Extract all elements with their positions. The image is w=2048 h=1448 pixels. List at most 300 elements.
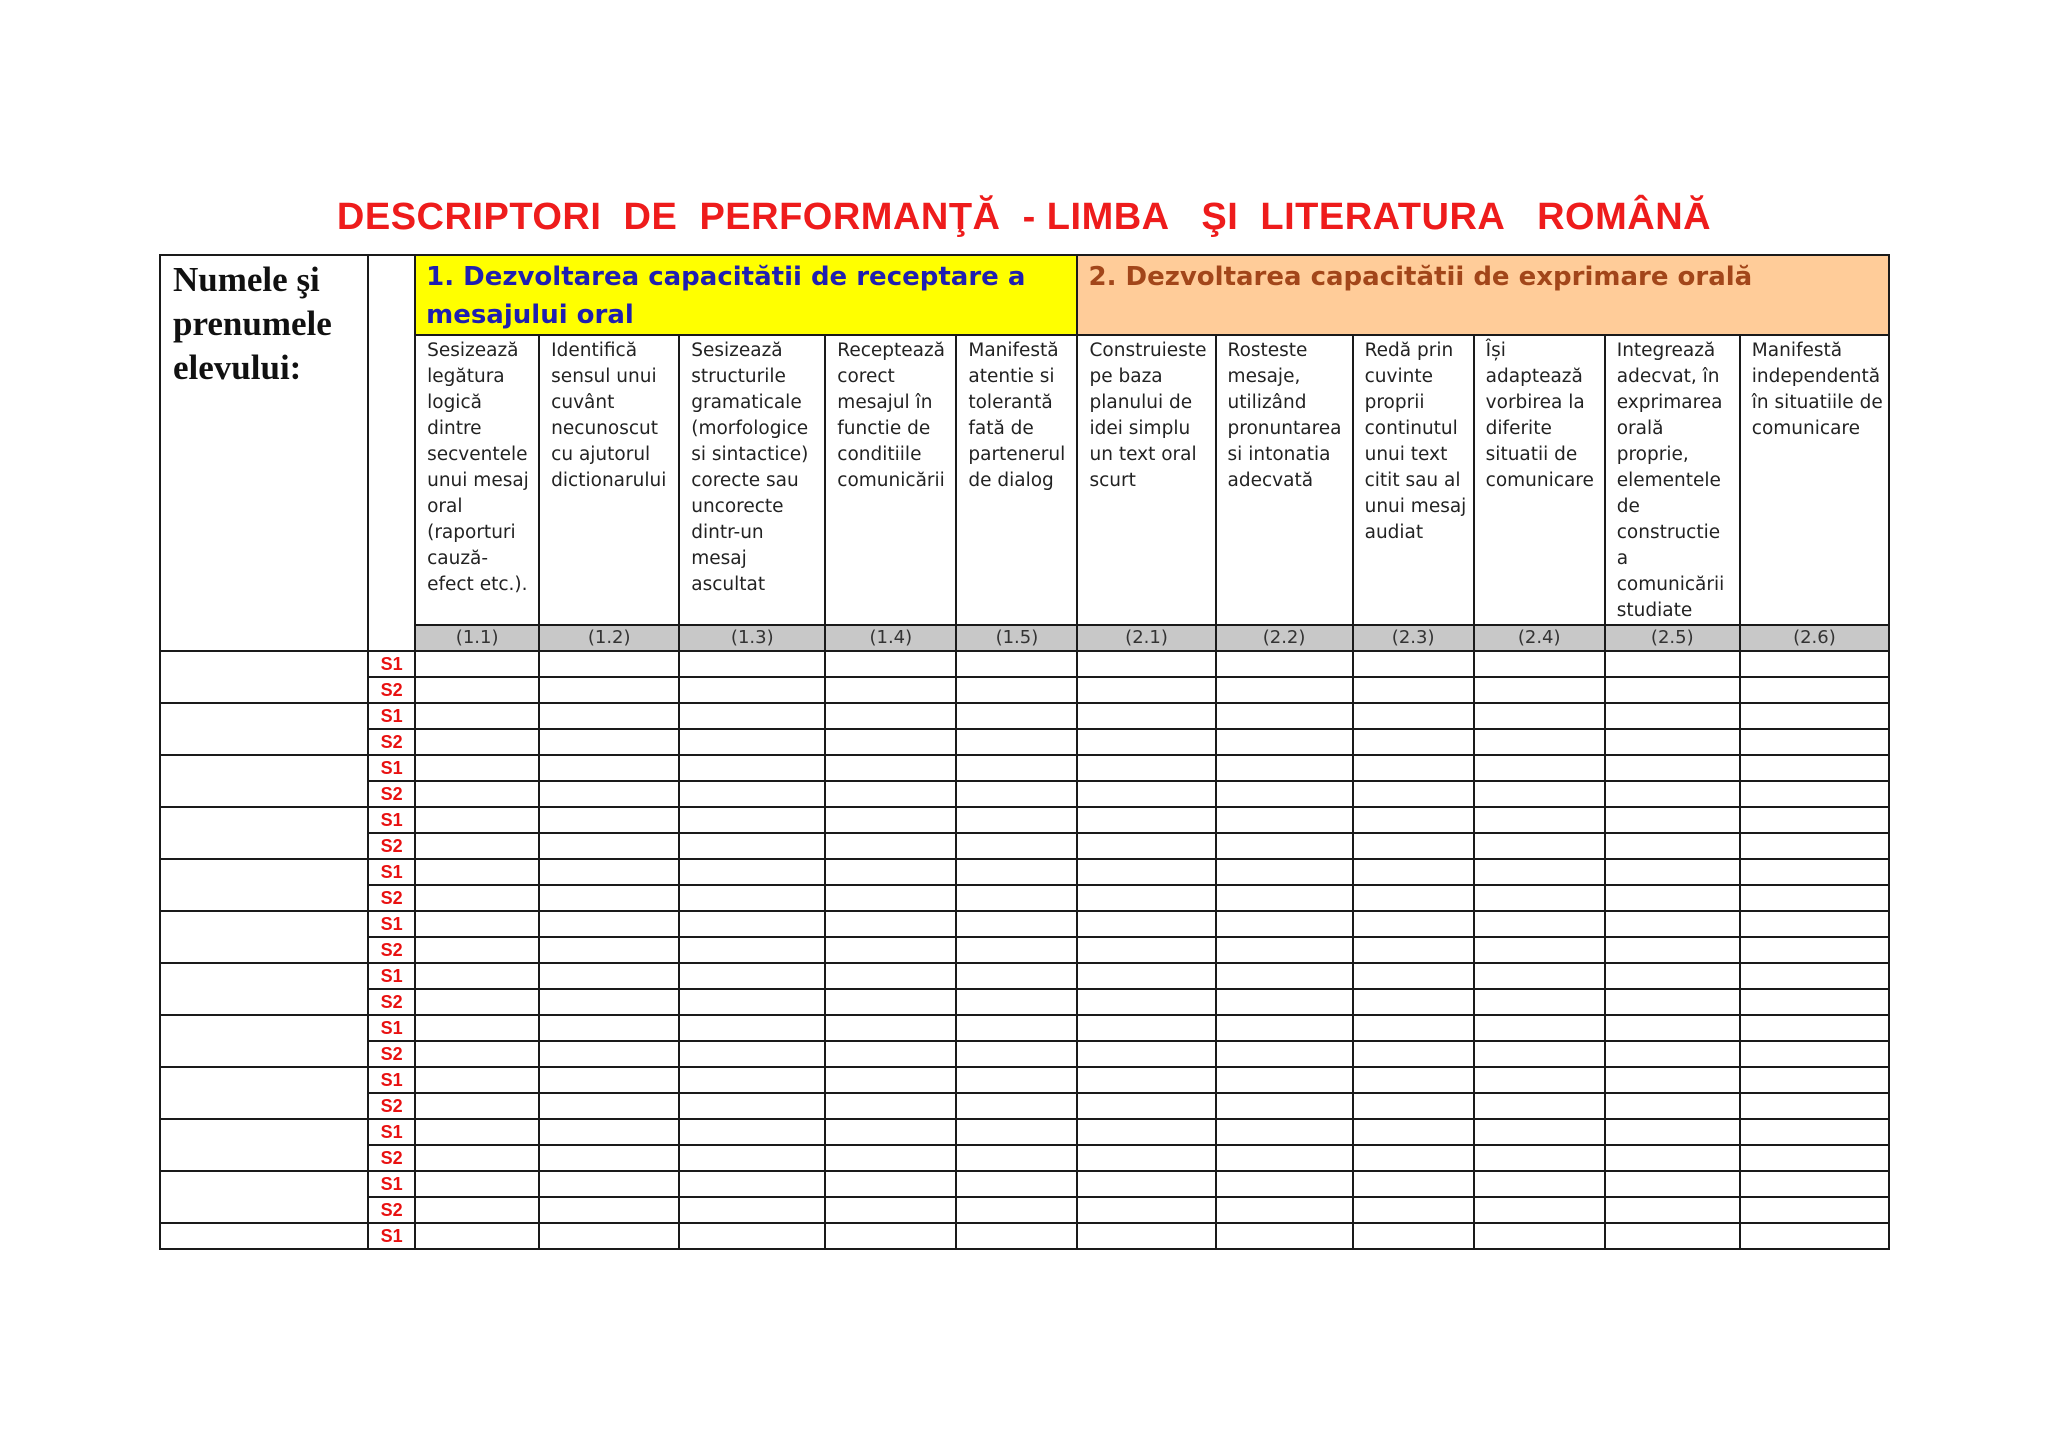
student-name-cell[interactable] [160, 807, 368, 859]
grade-cell[interactable] [539, 1223, 679, 1249]
grade-cell[interactable] [1740, 911, 1889, 937]
grade-cell[interactable] [956, 781, 1077, 807]
grade-cell[interactable] [679, 833, 825, 859]
grade-cell[interactable] [956, 1067, 1077, 1093]
grade-cell[interactable] [1353, 937, 1474, 963]
grade-cell[interactable] [956, 651, 1077, 677]
student-row [160, 755, 1889, 781]
grade-cell[interactable] [1474, 833, 1605, 859]
grade-cell[interactable] [956, 1171, 1077, 1197]
grade-cell[interactable] [825, 1041, 956, 1067]
grade-cell[interactable] [539, 677, 679, 703]
grade-cell[interactable] [539, 989, 679, 1015]
grade-cell[interactable] [539, 859, 679, 885]
grade-cell[interactable] [1474, 885, 1605, 911]
grade-cell[interactable] [679, 1119, 825, 1145]
grade-cell[interactable] [539, 885, 679, 911]
grade-cell[interactable] [415, 1015, 539, 1041]
grade-cell[interactable] [1077, 651, 1215, 677]
grade-cell[interactable] [679, 781, 825, 807]
grade-cell[interactable] [1474, 703, 1605, 729]
grade-cell[interactable] [1605, 963, 1740, 989]
grade-cell[interactable] [1474, 989, 1605, 1015]
grade-cell[interactable] [825, 1119, 956, 1145]
semester-label: S1 [368, 963, 415, 989]
grade-cell[interactable] [956, 1223, 1077, 1249]
semester-label: S1 [368, 755, 415, 781]
grade-cell[interactable] [825, 1197, 956, 1223]
grade-cell[interactable] [1474, 859, 1605, 885]
grade-cell[interactable] [679, 1093, 825, 1119]
grade-cell[interactable] [956, 755, 1077, 781]
grade-cell[interactable] [679, 859, 825, 885]
descriptor-1-1: Sesizează legătura logică dintre secventele unui mesaj oral (raporturi cauză-efect etc.). [415, 335, 539, 625]
grade-cell[interactable] [1353, 963, 1474, 989]
grade-cell[interactable] [1605, 703, 1740, 729]
grade-cell[interactable] [1605, 1093, 1740, 1119]
grade-cell[interactable] [1216, 859, 1353, 885]
grade-cell[interactable] [415, 729, 539, 755]
grade-cell[interactable] [1077, 1145, 1215, 1171]
descriptor-2-5: Integrează adecvat, în exprimarea orală proprie, elementele de constructie a comunicării studiate [1605, 335, 1740, 625]
grade-cell[interactable] [1605, 833, 1740, 859]
grade-cell[interactable] [415, 989, 539, 1015]
grade-cell[interactable] [1740, 651, 1889, 677]
descriptor-1-3: Sesizează structurile gramaticale (morfologice si sintactice) corecte sau uncorecte dintr-un mesaj ascultat [679, 335, 825, 625]
grade-cell[interactable] [1740, 703, 1889, 729]
grade-cell[interactable] [1740, 1041, 1889, 1067]
grade-cell[interactable] [679, 755, 825, 781]
student-name-cell[interactable] [160, 911, 368, 963]
descriptor-1-4: Receptează corect mesajul în functie de conditiile comunicării [825, 335, 956, 625]
grade-cell[interactable] [679, 937, 825, 963]
student-name-cell[interactable] [160, 1171, 368, 1223]
grade-cell[interactable] [825, 1145, 956, 1171]
grade-cell[interactable] [825, 677, 956, 703]
grade-cell[interactable] [825, 1015, 956, 1041]
grade-cell[interactable] [539, 1197, 679, 1223]
grade-cell[interactable] [956, 937, 1077, 963]
grade-cell[interactable] [1474, 1067, 1605, 1093]
grade-cell[interactable] [1474, 963, 1605, 989]
grade-cell[interactable] [1605, 729, 1740, 755]
grade-cell[interactable] [1740, 1015, 1889, 1041]
grade-cell[interactable] [1077, 963, 1215, 989]
grade-cell[interactable] [1353, 755, 1474, 781]
grade-cell[interactable] [1216, 1015, 1353, 1041]
grade-cell[interactable] [1605, 1223, 1740, 1249]
grade-cell[interactable] [1353, 729, 1474, 755]
grade-cell[interactable] [1474, 651, 1605, 677]
grade-cell[interactable] [1216, 703, 1353, 729]
grade-cell[interactable] [825, 781, 956, 807]
grade-cell[interactable] [679, 1041, 825, 1067]
student-row [160, 885, 1889, 911]
grade-cell[interactable] [1474, 1119, 1605, 1145]
grade-cell[interactable] [1605, 885, 1740, 911]
grade-cell[interactable] [1077, 1119, 1215, 1145]
grade-cell[interactable] [1353, 1015, 1474, 1041]
grade-cell[interactable] [679, 677, 825, 703]
grade-cell[interactable] [825, 885, 956, 911]
grade-cell[interactable] [1740, 833, 1889, 859]
grade-cell[interactable] [956, 807, 1077, 833]
grade-cell[interactable] [825, 963, 956, 989]
grade-cell[interactable] [1605, 781, 1740, 807]
grade-cell[interactable] [1216, 807, 1353, 833]
grade-cell[interactable] [539, 963, 679, 989]
grade-cell[interactable] [1740, 755, 1889, 781]
grade-cell[interactable] [1353, 1041, 1474, 1067]
grade-cell[interactable] [1605, 1171, 1740, 1197]
grade-cell[interactable] [679, 1145, 825, 1171]
student-row [160, 1093, 1889, 1119]
grade-cell[interactable] [956, 1041, 1077, 1067]
grade-cell[interactable] [539, 833, 679, 859]
grade-cell[interactable] [679, 911, 825, 937]
grade-cell[interactable] [415, 755, 539, 781]
grade-cell[interactable] [1474, 1197, 1605, 1223]
grade-cell[interactable] [1077, 755, 1215, 781]
descriptor-1-5: Manifestă atentie si tolerantă fată de partenerul de dialog [956, 335, 1077, 625]
grade-cell[interactable] [415, 677, 539, 703]
grade-cell[interactable] [415, 807, 539, 833]
grade-cell[interactable] [1740, 963, 1889, 989]
grade-cell[interactable] [539, 1145, 679, 1171]
grade-cell[interactable] [825, 703, 956, 729]
grade-cell[interactable] [1605, 677, 1740, 703]
grade-cell[interactable] [956, 885, 1077, 911]
grade-cell[interactable] [1216, 781, 1353, 807]
grade-cell[interactable] [1077, 1041, 1215, 1067]
semester-label: S2 [368, 833, 415, 859]
grade-cell[interactable] [679, 729, 825, 755]
grade-cell[interactable] [1740, 807, 1889, 833]
grade-cell[interactable] [679, 1197, 825, 1223]
semester-label: S1 [368, 1067, 415, 1093]
grade-cell[interactable] [825, 1067, 956, 1093]
grade-cell[interactable] [1605, 755, 1740, 781]
grade-cell[interactable] [415, 1067, 539, 1093]
student-name-cell[interactable] [160, 651, 368, 703]
grade-cell[interactable] [1216, 1093, 1353, 1119]
grade-cell[interactable] [1216, 1119, 1353, 1145]
semester-label: S2 [368, 1197, 415, 1223]
grade-cell[interactable] [539, 1067, 679, 1093]
grade-cell[interactable] [1216, 1067, 1353, 1093]
grade-cell[interactable] [1605, 911, 1740, 937]
section-receptare-title: 1. Dezvoltarea capacitătii de receptare a mesajului oral [415, 255, 1077, 335]
grade-cell[interactable] [1605, 807, 1740, 833]
grade-cell[interactable] [539, 703, 679, 729]
grade-cell[interactable] [1077, 1197, 1215, 1223]
grade-cell[interactable] [539, 729, 679, 755]
grade-cell[interactable] [825, 911, 956, 937]
grade-cell[interactable] [956, 677, 1077, 703]
grade-cell[interactable] [956, 1145, 1077, 1171]
grade-cell[interactable] [1353, 807, 1474, 833]
semester-label: S1 [368, 1223, 415, 1249]
grade-cell[interactable] [1474, 1171, 1605, 1197]
grade-cell[interactable] [1474, 781, 1605, 807]
grade-cell[interactable] [1077, 1093, 1215, 1119]
grade-cell[interactable] [1740, 1197, 1889, 1223]
code-2-1: (2.1) [1077, 625, 1215, 651]
student-name-cell[interactable] [160, 1067, 368, 1119]
grade-cell[interactable] [825, 729, 956, 755]
grade-cell[interactable] [679, 1223, 825, 1249]
grade-cell[interactable] [1353, 1067, 1474, 1093]
grade-cell[interactable] [1474, 677, 1605, 703]
grade-cell[interactable] [956, 1197, 1077, 1223]
grade-cell[interactable] [1353, 651, 1474, 677]
grade-cell[interactable] [1353, 1171, 1474, 1197]
grade-cell[interactable] [415, 1171, 539, 1197]
grade-cell[interactable] [1740, 989, 1889, 1015]
student-row [160, 1145, 1889, 1171]
grade-cell[interactable] [1740, 885, 1889, 911]
grade-cell[interactable] [1077, 807, 1215, 833]
grade-cell[interactable] [1605, 651, 1740, 677]
grade-cell[interactable] [1077, 1171, 1215, 1197]
grade-cell[interactable] [1077, 989, 1215, 1015]
grade-cell[interactable] [679, 1067, 825, 1093]
grade-cell[interactable] [1605, 1015, 1740, 1041]
grade-cell[interactable] [1077, 885, 1215, 911]
grade-cell[interactable] [825, 1093, 956, 1119]
student-row [160, 989, 1889, 1015]
grade-cell[interactable] [1474, 911, 1605, 937]
grade-cell[interactable] [679, 651, 825, 677]
grade-cell[interactable] [1216, 833, 1353, 859]
grade-cell[interactable] [1216, 885, 1353, 911]
student-row [160, 781, 1889, 807]
semester-label: S2 [368, 989, 415, 1015]
grade-cell[interactable] [825, 755, 956, 781]
grade-cell[interactable] [1216, 911, 1353, 937]
grade-cell[interactable] [1353, 1145, 1474, 1171]
descriptor-row [160, 335, 1889, 625]
grade-cell[interactable] [415, 781, 539, 807]
grade-cell[interactable] [1474, 1041, 1605, 1067]
grade-cell[interactable] [1605, 1041, 1740, 1067]
grade-cell[interactable] [1605, 1067, 1740, 1093]
grade-cell[interactable] [1740, 937, 1889, 963]
grade-cell[interactable] [539, 1093, 679, 1119]
grade-cell[interactable] [1077, 1015, 1215, 1041]
grade-cell[interactable] [1474, 729, 1605, 755]
grade-cell[interactable] [1474, 1093, 1605, 1119]
grade-cell[interactable] [1740, 1067, 1889, 1093]
grade-cell[interactable] [1353, 781, 1474, 807]
grade-cell[interactable] [1740, 1145, 1889, 1171]
grade-cell[interactable] [1474, 937, 1605, 963]
grade-cell[interactable] [415, 1093, 539, 1119]
grade-cell[interactable] [539, 937, 679, 963]
grade-cell[interactable] [1216, 989, 1353, 1015]
grade-cell[interactable] [679, 963, 825, 989]
grade-cell[interactable] [1077, 729, 1215, 755]
grade-cell[interactable] [415, 963, 539, 989]
grade-cell[interactable] [1216, 1041, 1353, 1067]
student-name-cell[interactable] [160, 1015, 368, 1067]
grade-cell[interactable] [1353, 1197, 1474, 1223]
grade-cell[interactable] [1740, 781, 1889, 807]
grade-cell[interactable] [956, 911, 1077, 937]
grade-cell[interactable] [415, 937, 539, 963]
grade-cell[interactable] [1077, 781, 1215, 807]
grade-cell[interactable] [1216, 1145, 1353, 1171]
grade-cell[interactable] [679, 885, 825, 911]
grade-cell[interactable] [1216, 755, 1353, 781]
student-row [160, 677, 1889, 703]
student-row [160, 833, 1889, 859]
grade-cell[interactable] [956, 703, 1077, 729]
grade-cell[interactable] [1353, 1223, 1474, 1249]
grade-cell[interactable] [1740, 729, 1889, 755]
grade-cell[interactable] [1077, 1223, 1215, 1249]
grade-cell[interactable] [1740, 1223, 1889, 1249]
grade-cell[interactable] [1216, 937, 1353, 963]
grade-cell[interactable] [1740, 859, 1889, 885]
grade-cell[interactable] [415, 859, 539, 885]
grade-cell[interactable] [1353, 911, 1474, 937]
grade-cell[interactable] [679, 1015, 825, 1041]
grade-cell[interactable] [1474, 1145, 1605, 1171]
grade-cell[interactable] [1077, 677, 1215, 703]
grade-cell[interactable] [1474, 755, 1605, 781]
grade-cell[interactable] [679, 807, 825, 833]
student-row [160, 729, 1889, 755]
grade-cell[interactable] [539, 807, 679, 833]
grade-cell[interactable] [1216, 1171, 1353, 1197]
code-1-4: (1.4) [825, 625, 956, 651]
student-name-cell[interactable] [160, 1223, 368, 1249]
student-row [160, 1171, 1889, 1197]
grade-cell[interactable] [1353, 1119, 1474, 1145]
grade-cell[interactable] [825, 833, 956, 859]
grade-cell[interactable] [1077, 859, 1215, 885]
grade-cell[interactable] [1216, 651, 1353, 677]
grade-cell[interactable] [415, 1119, 539, 1145]
grade-cell[interactable] [956, 1119, 1077, 1145]
grade-cell[interactable] [1077, 937, 1215, 963]
grade-cell[interactable] [1605, 989, 1740, 1015]
grade-cell[interactable] [1216, 1223, 1353, 1249]
grade-cell[interactable] [1216, 677, 1353, 703]
grade-cell[interactable] [415, 833, 539, 859]
grade-cell[interactable] [825, 1171, 956, 1197]
grade-cell[interactable] [1077, 833, 1215, 859]
grade-cell[interactable] [956, 859, 1077, 885]
grade-cell[interactable] [1740, 1093, 1889, 1119]
student-name-cell[interactable] [160, 1119, 368, 1171]
grade-cell[interactable] [1474, 807, 1605, 833]
grade-cell[interactable] [956, 1015, 1077, 1041]
grade-cell[interactable] [1740, 677, 1889, 703]
student-row [160, 703, 1889, 729]
grade-cell[interactable] [415, 911, 539, 937]
grade-cell[interactable] [956, 963, 1077, 989]
grade-cell[interactable] [1353, 989, 1474, 1015]
student-name-cell[interactable] [160, 859, 368, 911]
grade-cell[interactable] [415, 1145, 539, 1171]
grade-cell[interactable] [1474, 1223, 1605, 1249]
grade-cell[interactable] [415, 1223, 539, 1249]
grade-cell[interactable] [825, 807, 956, 833]
grade-cell[interactable] [539, 1015, 679, 1041]
grade-cell[interactable] [1740, 1171, 1889, 1197]
descriptor-2-3: Redă prin cuvinte proprii continutul unui text citit sau al unui mesaj audiat [1353, 335, 1474, 625]
grade-cell[interactable] [415, 703, 539, 729]
semester-label: S2 [368, 781, 415, 807]
grade-cell[interactable] [415, 1041, 539, 1067]
grade-cell[interactable] [1353, 859, 1474, 885]
grade-cell[interactable] [415, 1197, 539, 1223]
grade-cell[interactable] [1353, 1093, 1474, 1119]
grade-cell[interactable] [1474, 1015, 1605, 1041]
semester-label: S1 [368, 859, 415, 885]
grade-cell[interactable] [1077, 703, 1215, 729]
grade-cell[interactable] [825, 989, 956, 1015]
grade-cell[interactable] [1077, 911, 1215, 937]
grade-cell[interactable] [415, 651, 539, 677]
student-name-cell[interactable] [160, 703, 368, 755]
grade-cell[interactable] [1605, 1197, 1740, 1223]
grade-cell[interactable] [539, 1119, 679, 1145]
grade-cell[interactable] [1605, 937, 1740, 963]
semester-label: S1 [368, 703, 415, 729]
grade-cell[interactable] [825, 1223, 956, 1249]
grade-cell[interactable] [956, 1093, 1077, 1119]
grade-cell[interactable] [1216, 729, 1353, 755]
grade-cell[interactable] [539, 911, 679, 937]
grade-cell[interactable] [679, 1171, 825, 1197]
grade-cell[interactable] [539, 1041, 679, 1067]
grade-cell[interactable] [825, 651, 956, 677]
grade-cell[interactable] [539, 1171, 679, 1197]
grade-cell[interactable] [679, 989, 825, 1015]
grade-cell[interactable] [679, 703, 825, 729]
descriptor-2-4: Își adaptează vorbirea la diferite situatii de comunicare [1474, 335, 1605, 625]
student-row [160, 1223, 1889, 1249]
grade-cell[interactable] [415, 885, 539, 911]
grade-cell[interactable] [1216, 963, 1353, 989]
grade-cell[interactable] [1353, 703, 1474, 729]
grade-cell[interactable] [1353, 833, 1474, 859]
grade-cell[interactable] [539, 781, 679, 807]
grade-cell[interactable] [825, 859, 956, 885]
grade-cell[interactable] [1605, 859, 1740, 885]
grade-cell[interactable] [956, 729, 1077, 755]
grade-cell[interactable] [1605, 1119, 1740, 1145]
grade-cell[interactable] [1353, 677, 1474, 703]
student-name-cell[interactable] [160, 755, 368, 807]
grade-cell[interactable] [956, 989, 1077, 1015]
grade-cell[interactable] [956, 833, 1077, 859]
grade-cell[interactable] [539, 755, 679, 781]
grade-cell[interactable] [1353, 885, 1474, 911]
grade-cell[interactable] [1077, 1067, 1215, 1093]
semester-label: S1 [368, 1015, 415, 1041]
grade-cell[interactable] [1740, 1119, 1889, 1145]
grade-cell[interactable] [825, 937, 956, 963]
grade-cell[interactable] [539, 651, 679, 677]
code-1-1: (1.1) [415, 625, 539, 651]
grade-cell[interactable] [1216, 1197, 1353, 1223]
student-name-cell[interactable] [160, 963, 368, 1015]
grade-cell[interactable] [1605, 1145, 1740, 1171]
